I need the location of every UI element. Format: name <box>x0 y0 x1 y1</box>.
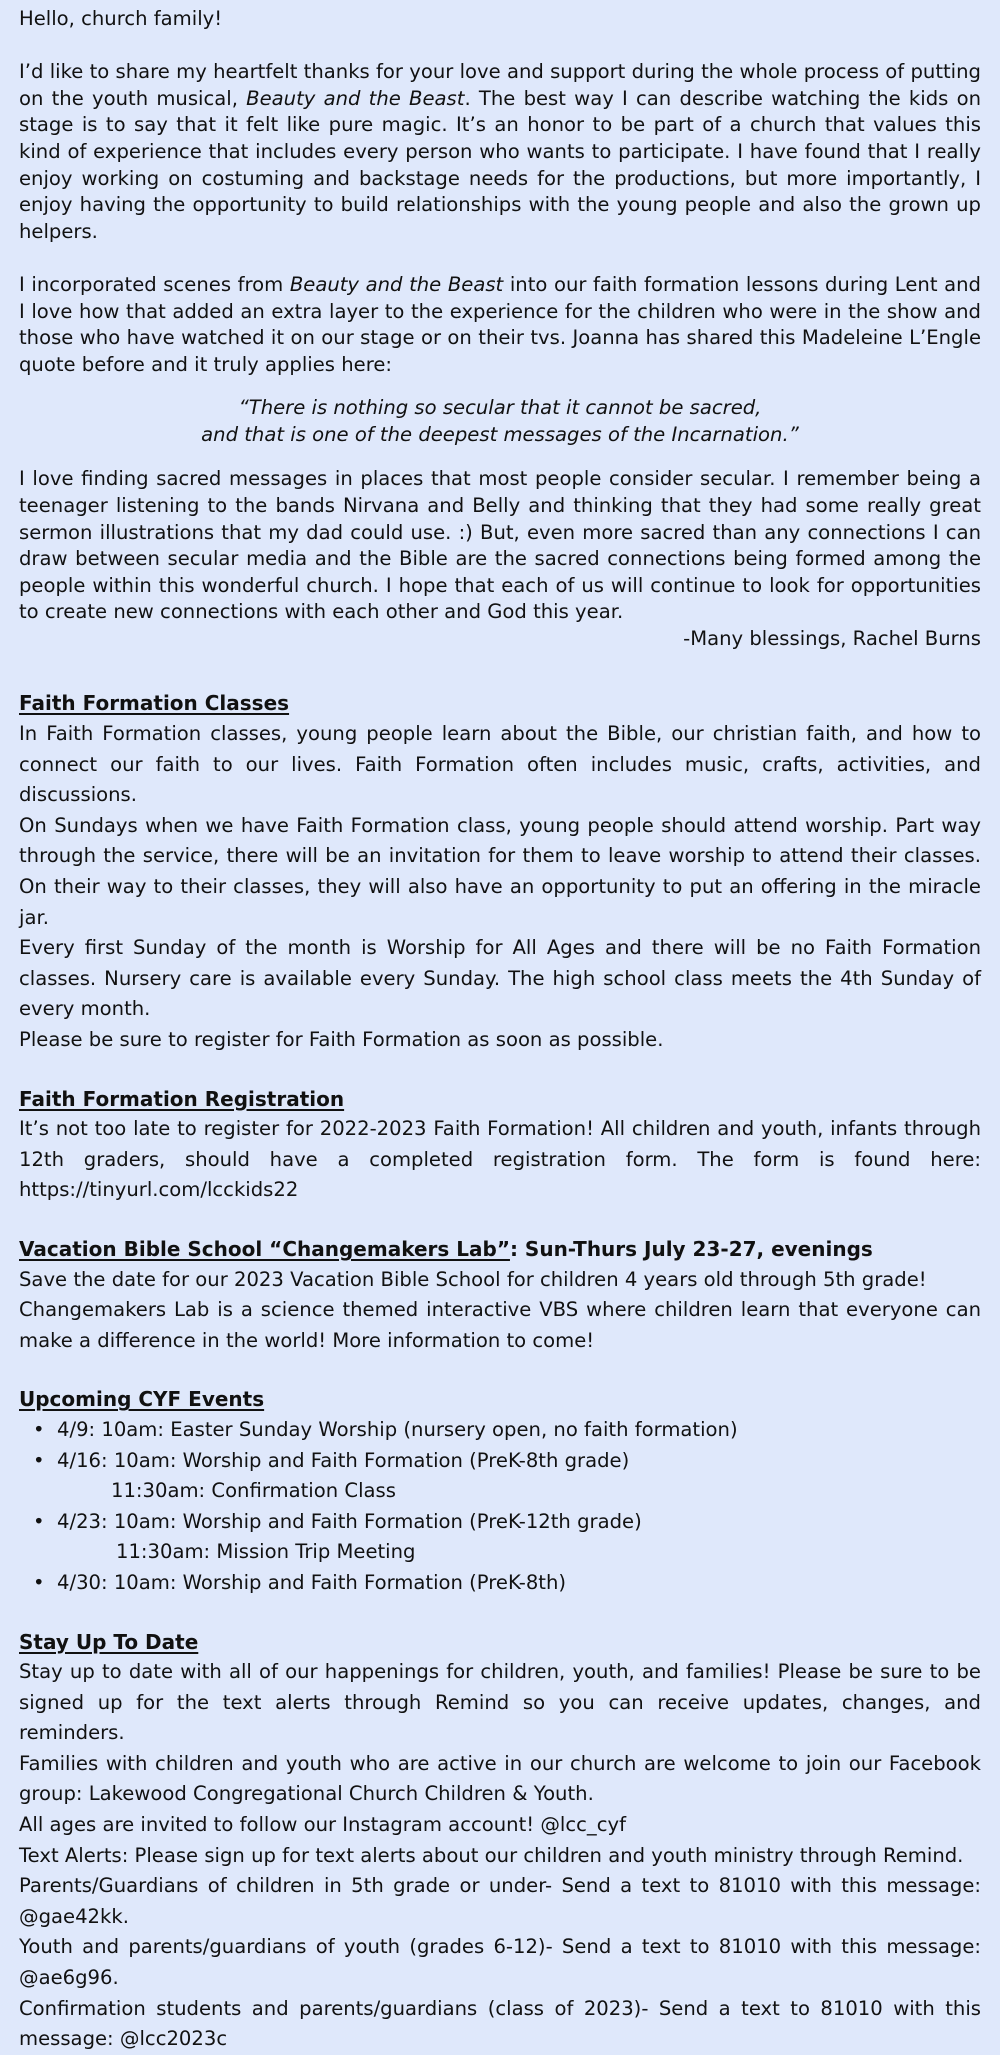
section-heading: Upcoming CYF Events <box>19 1387 265 1412</box>
section-paragraph: Stay up to date with all of our happenings for children, youth, and families! Please be sure to be signed up for the text alerts through Remind so you can receive updates, changes, and reminders. <box>19 1660 981 1745</box>
event-sub-item: 11:30am: Confirmation Class <box>111 1479 396 1503</box>
events-section <box>19 1384 981 1598</box>
event-item: • 4/30: 10am: Worship and Faith Formation (PreK-8th) <box>57 1568 981 1599</box>
registration-paragraph[interactable]: It’s not too late to register for 2022-2023 Faith Formation! All children and youth, infants through 12th graders, should have a completed registration form. The form is found here: https://tinyurl.com/lcckids22 <box>19 1117 981 1202</box>
section-paragraph: Every first Sunday of the month is Worship for All Ages and there will be no Faith Formation classes. Nursery care is available every Sunday. The high school class meets the 4th Sunday of every month. <box>19 936 981 1021</box>
section-paragraph: Changemakers Lab is a science themed interactive VBS where children learn that everyone can make a difference in the world! More information to come! <box>19 1298 981 1352</box>
stay-up-to-date-section <box>19 1627 981 2055</box>
musical-title: Beauty and the Beast <box>289 272 504 296</box>
event-item: • 4/16: 10am: Worship and Faith Formation (PreK-8th grade) 11:30am: Confirmation Class <box>57 1446 981 1507</box>
section-heading: Faith Formation Classes <box>19 691 290 716</box>
event-item: • 4/9: 10am: Easter Sunday Worship (nursery open, no faith formation) <box>57 1415 981 1446</box>
section-paragraph: Youth and parents/guardians of youth (grades 6-12)- Send a text to 81010 with this message: @ae6g96. <box>19 1935 981 1990</box>
section-paragraph: Confirmation students and parents/guardians (class of 2023)- Send a text to 81010 with this message: @lcc2023c <box>19 1996 981 2051</box>
section-paragraph: On Sundays when we have Faith Formation class, young people should attend worship. Part way through the service, there will be an invitation for them to leave worship to attend their classes. On their way to their classes, they will also have an opportunity to put an offering in the miracle jar. <box>19 813 981 929</box>
section-paragraph: Parents/Guardians of children in 5th grade or under- Send a text to 81010 with this message: @gae42kk. <box>19 1874 981 1928</box>
bullet-icon: • <box>33 1448 45 1472</box>
lengle-quote: “There is nothing so secular that it cannot be sacred, and that is one of the deepest messages of the Incarnation.” <box>201 396 799 447</box>
bullet-icon: • <box>33 1509 45 1533</box>
letter-paragraph-3: I love finding sacred messages in places that most people consider secular. I remember being a teenager listening to the bands Nirvana and Belly and thinking that they had some really great sermon illustrations that my dad could use. :) But, even more sacred than any connections I can draw between secular media and the Bible are the sacred connections being formed among the people within this wonderful church. I hope that each of us will continue to look for opportunities to create new connections with each other and God this year. <box>19 467 981 624</box>
section-heading: Stay Up To Date <box>19 1629 199 1654</box>
letter <box>19 6 981 652</box>
section-heading: Faith Formation Registration <box>19 1086 345 1111</box>
section-paragraph: All ages are invited to follow our Instagram account! @lcc_cyf <box>19 1813 626 1837</box>
event-sub-item: 11:30am: Mission Trip Meeting <box>116 1540 416 1564</box>
section-paragraph: Save the date for our 2023 Vacation Bible School for children 4 years old through 5th grade! <box>19 1267 927 1291</box>
event-item: • 4/23: 10am: Worship and Faith Formation (PreK-12th grade) 11:30am: Mission Trip Meeting <box>57 1507 981 1568</box>
section-paragraph: Text Alerts: Please sign up for text alerts about our children and youth ministry through Remind. <box>19 1843 964 1867</box>
greeting: Hello, church family! <box>19 7 223 30</box>
vbs-section <box>19 1234 981 1356</box>
faith-formation-classes-section <box>19 688 981 1055</box>
section-heading: Vacation Bible School “Changemakers Lab”: Sun-Thurs July 23-27, evenings <box>19 1236 873 1261</box>
letter-paragraph-2: I incorporated scenes from Beauty and the Beast into our faith formation lessons during Lent and I love how that added an extra layer to the experience for the children who were in the show and those who have watched it on our stage or on their tvs. Joanna has shared this Madeleine L’Engle quote before and it truly applies here: <box>19 272 981 376</box>
section-paragraph: Please be sure to register for Faith Formation as soon as possible. <box>19 1028 664 1051</box>
section-paragraph: In Faith Formation classes, young people learn about the Bible, our christian faith, and how to connect our faith to our lives. Faith Formation often includes music, crafts, activities, and discussions. <box>19 722 981 807</box>
letter-paragraph-1: I’d like to share my heartfelt thanks for your love and support during the whole process of putting on the youth musical, Beauty and the Beast. The best way I can describe watching the kids on stage is to say that it felt like pure magic. It’s an honor to be part of a church that values this kind of experience that includes every person who wants to participate. I have found that I really enjoy working on costuming and backstage needs for the productions, but more importantly, I enjoy having the opportunity to build relationships with the young people and also the grown up helpers. <box>19 60 981 243</box>
section-paragraph: Families with children and youth who are active in our church are welcome to join our Facebook group: Lakewood Congregational Church Children & Youth. <box>19 1751 981 1806</box>
bullet-icon: • <box>33 1570 45 1594</box>
registration-section <box>19 1084 981 1206</box>
events-list <box>19 1415 981 1599</box>
bullet-icon: • <box>33 1417 45 1441</box>
musical-title: Beauty and the Beast <box>246 86 465 110</box>
signoff: -Many blessings, Rachel Burns <box>683 626 981 650</box>
